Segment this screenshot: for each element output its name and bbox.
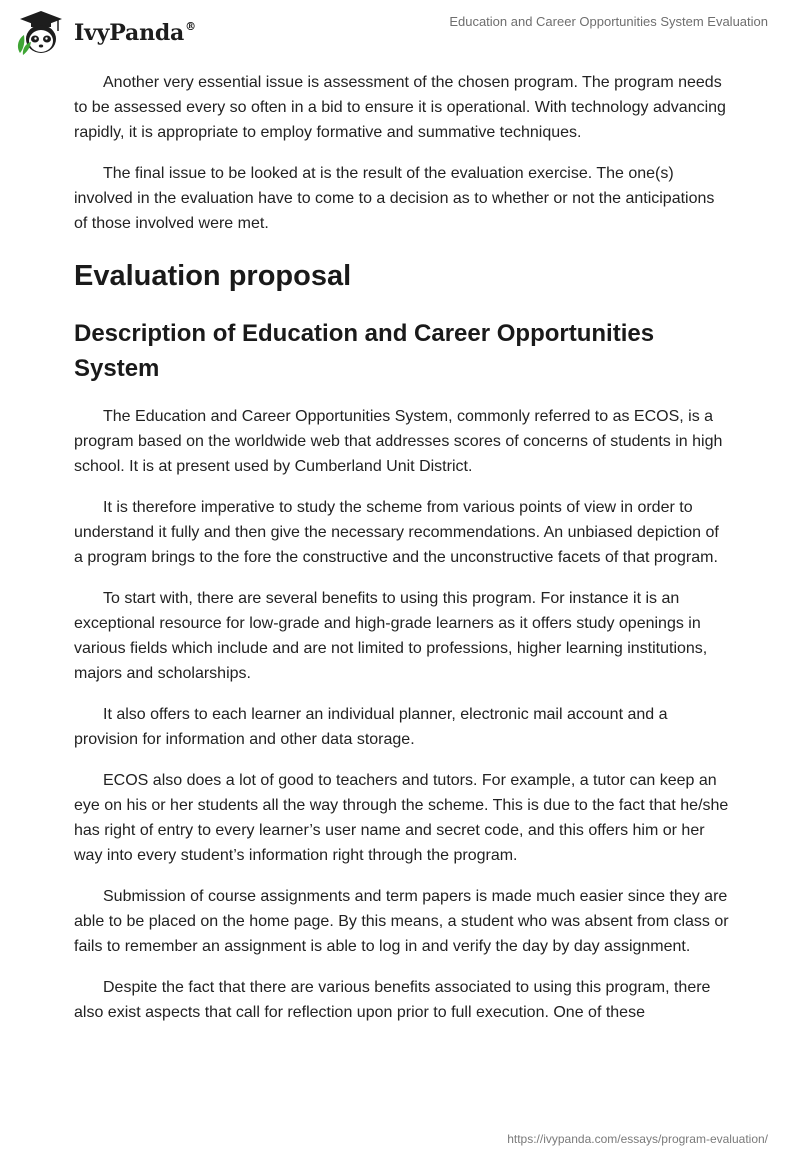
paragraph-study-scheme: It is therefore imperative to study the scheme from various points of view in order to understand it fully and then give the necessary recommendations. An unbiased depiction of a program brings to the fore the constructive and the unconstructive facets of that program. bbox=[74, 499, 719, 566]
panda-graduate-icon bbox=[14, 9, 68, 57]
heading-evaluation-proposal: Evaluation proposal bbox=[74, 260, 352, 292]
paragraph-ecos-intro: The Education and Career Opportunities System, commonly referred to as ECOS, is a program based on the worldwide web that addresses scores of concerns of students in high school. It is at present used by Cumberland Unit District. bbox=[74, 408, 723, 475]
paragraph-submission: Submission of course assignments and term papers is made much easier since they are able to be placed on the home page. By this means, a student who was absent from class or fails to remember an assignment is able to log in and verify the day by day assignment. bbox=[74, 888, 729, 955]
paragraph-assessment: Another very essential issue is assessment of the chosen program. The program needs to be assessed every so often in a bid to ensure it is operational. With technology advancing rapidly, it is appropriate to employ formative and summative techniques. bbox=[74, 74, 726, 141]
page-header bbox=[0, 0, 800, 70]
paragraph-final-issue: The final issue to be looked at is the result of the evaluation exercise. The one(s) involved in the evaluation have to come to a decision as to whether or not the anticipations of those involved were met. bbox=[74, 165, 715, 232]
paragraph-teachers: ECOS also does a lot of good to teachers and tutors. For example, a tutor can keep an eye on his or her students all the way through the scheme. This is due to the fact that he/she has right of entry to every learner’s user name and secret code, and this offers him or her way into every student’s information right through the program. bbox=[74, 772, 729, 864]
paragraph-drawbacks: Despite the fact that there are various benefits associated to using this program, there also exist aspects that call for reflection upon prior to full execution. One of these bbox=[74, 979, 711, 1021]
essay-body bbox=[74, 70, 730, 1041]
paragraph-planner: It also offers to each learner an individual planner, electronic mail account and a provision for information and other data storage. bbox=[74, 706, 668, 748]
ivypanda-logo[interactable] bbox=[14, 9, 196, 57]
heading-ecos-description: Description of Education and Career Opportunities System bbox=[74, 320, 655, 382]
document-title: Education and Career Opportunities System Evaluation bbox=[449, 14, 768, 29]
source-url[interactable]: https://ivypanda.com/essays/program-evaluation/ bbox=[507, 1132, 768, 1146]
paragraph-benefits: To start with, there are several benefits to using this program. For instance it is an exceptional resource for low-grade and high-grade learners as it offers study openings in various fields which include and are not limited to professions, higher learning institutions, majors and scholarships. bbox=[74, 590, 708, 682]
brand-name: IvyPanda® bbox=[74, 19, 196, 46]
